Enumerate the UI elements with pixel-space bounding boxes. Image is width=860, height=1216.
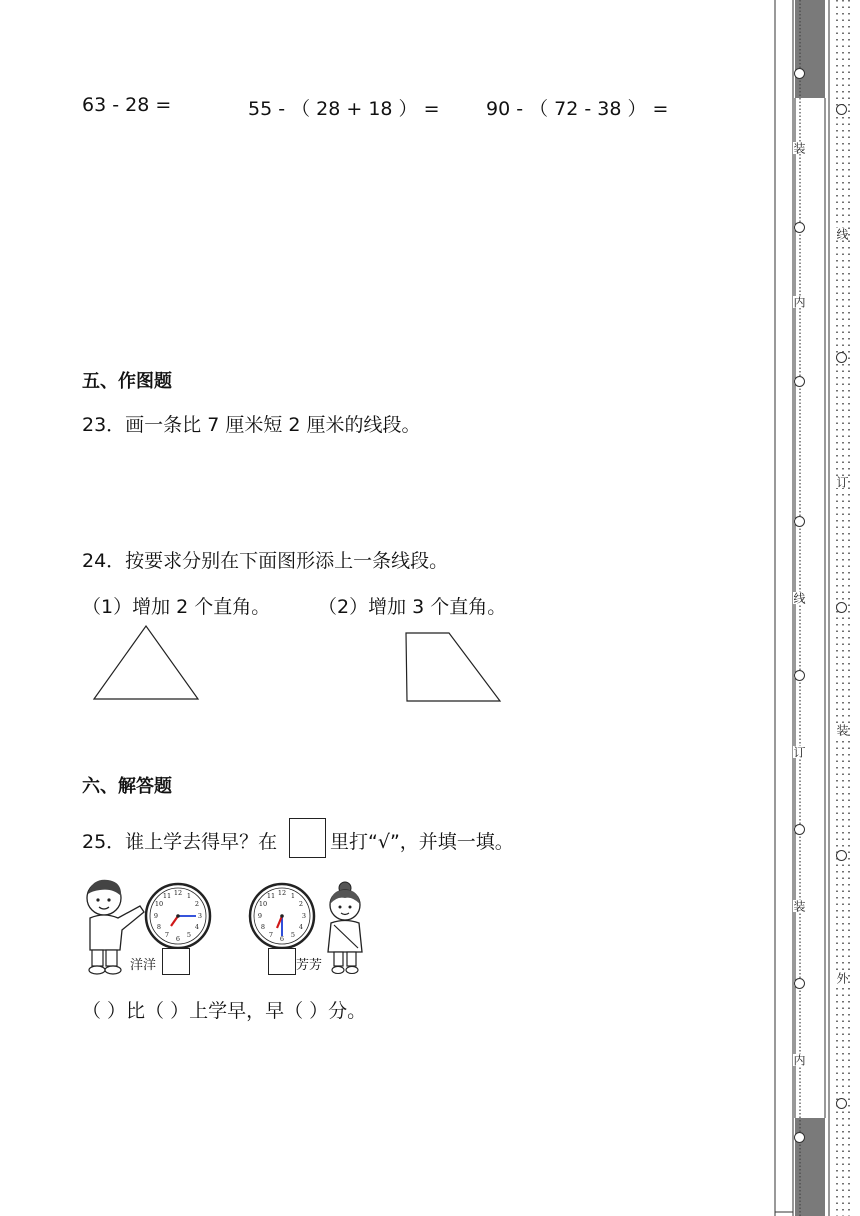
svg-text:7: 7 [164, 931, 170, 939]
name-label-right: 芳芳 [296, 958, 323, 973]
calc-expression-3: 90 - （ 72 - 38 ） = [486, 98, 669, 120]
girl-illustration [322, 878, 368, 976]
svg-text:8: 8 [156, 923, 162, 931]
svg-text:9: 9 [153, 912, 159, 920]
binding-circle [794, 824, 805, 835]
binding-circle [794, 376, 805, 387]
svg-text:11: 11 [162, 892, 172, 900]
svg-text:2: 2 [194, 900, 200, 908]
calc-expression-1: 63 - 28 = [82, 94, 172, 116]
svg-text:10: 10 [154, 900, 164, 908]
svg-text:3: 3 [301, 912, 307, 920]
svg-text:6: 6 [175, 935, 181, 943]
svg-text:5: 5 [290, 931, 296, 939]
question-25-text-start: 25．谁上学去得早？在 [82, 831, 278, 853]
margin-label: 订 [835, 476, 849, 488]
margin-label: 线 [835, 228, 849, 240]
binding-circle [794, 68, 805, 79]
checkbox-right[interactable] [268, 948, 296, 975]
section-heading-answers: 六、解答题 [82, 776, 172, 797]
svg-text:3: 3 [197, 912, 203, 920]
svg-text:2: 2 [298, 900, 304, 908]
svg-text:4: 4 [194, 923, 200, 931]
margin-label: 装 [792, 900, 806, 912]
margin-label: 内 [792, 296, 806, 308]
binding-circle [794, 978, 805, 989]
question-24-part-2: （2）增加 3 个直角。 [318, 596, 507, 618]
svg-text:1: 1 [290, 892, 296, 900]
checkbox-left[interactable] [162, 948, 190, 975]
svg-text:9: 9 [257, 912, 263, 920]
name-label-left: 洋洋 [130, 958, 157, 973]
binding-circle [794, 670, 805, 681]
binding-circle [836, 850, 847, 861]
svg-text:8: 8 [260, 923, 266, 931]
example-checkbox [289, 818, 326, 858]
section-heading-drawing: 五、作图题 [82, 371, 172, 392]
binding-margin [773, 0, 860, 1216]
clock-left-icon [144, 882, 212, 950]
binding-circle [794, 1132, 805, 1143]
margin-label: 装 [835, 724, 849, 736]
binding-circle [836, 104, 847, 115]
binding-circle [836, 602, 847, 613]
svg-text:1: 1 [186, 892, 192, 900]
svg-text:11: 11 [266, 892, 276, 900]
margin-label: 装 [792, 142, 806, 154]
margin-label: 订 [792, 746, 806, 758]
binding-circle [836, 1098, 847, 1109]
question-24-part-1: （1）增加 2 个直角。 [82, 596, 271, 618]
svg-text:12: 12 [173, 889, 183, 897]
question-25-text-end: 里打“√”，并填一填。 [330, 831, 514, 853]
clock-right-icon [248, 882, 316, 950]
binding-circle [794, 222, 805, 233]
answer-fill-in-line: （ ）比（ ）上学早，早（ ）分。 [82, 1000, 367, 1022]
svg-text:4: 4 [298, 923, 304, 931]
calc-expression-2: 55 - （ 28 + 18 ） = [248, 98, 440, 120]
binding-circle [836, 352, 847, 363]
trapezoid-figure [402, 630, 504, 705]
margin-label: 外 [835, 972, 849, 984]
triangle-figure [90, 622, 202, 704]
margin-label: 线 [792, 592, 806, 604]
question-24: 24．按要求分别在下面图形添上一条线段。 [82, 550, 449, 572]
svg-text:10: 10 [258, 900, 268, 908]
svg-text:7: 7 [268, 931, 274, 939]
margin-label: 内 [792, 1054, 806, 1066]
svg-text:6: 6 [279, 935, 285, 943]
svg-text:5: 5 [186, 931, 192, 939]
binding-circle [794, 516, 805, 527]
question-23: 23．画一条比 7 厘米短 2 厘米的线段。 [82, 414, 421, 436]
svg-text:12: 12 [277, 889, 287, 897]
